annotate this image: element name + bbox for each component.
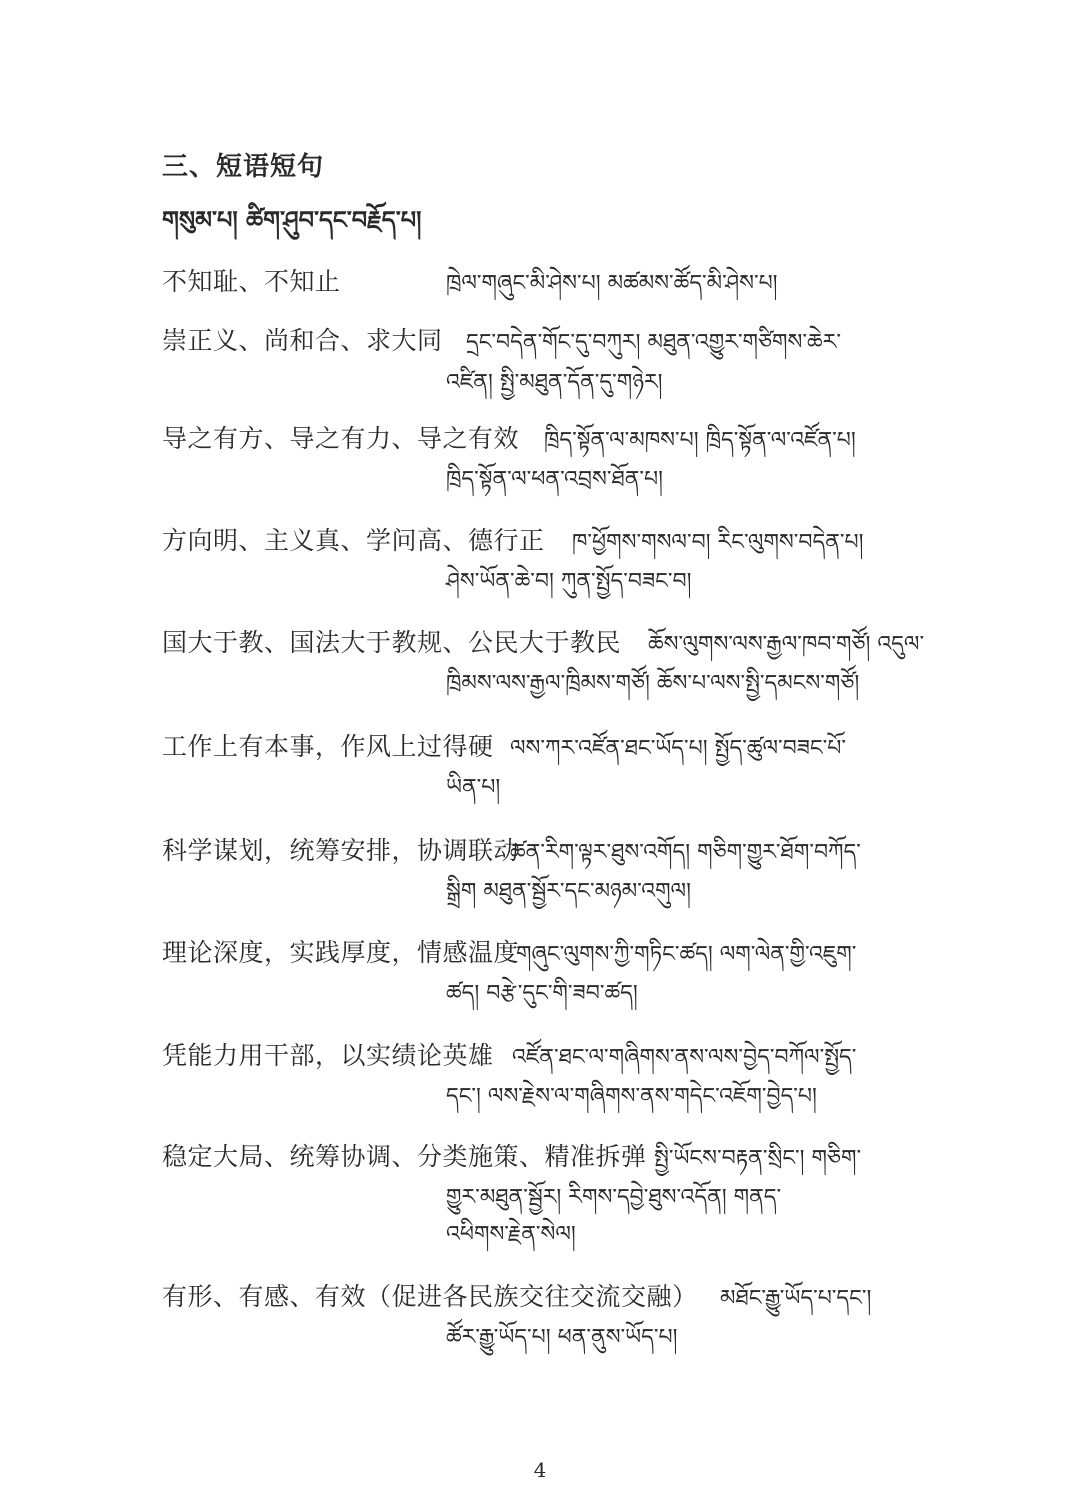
entry-tibetan: དྲང་བདེན་གོང་དུ་བཀུར། མཐུན་འགྱུར་གཙིགས་ཆེར་ [466, 330, 841, 355]
entry-tibetan: འཛོན་ཐང་ལ་གཞིགས་ནས་ལས་བྱེད་བཀོལ་སྤྱོད་ [512, 1045, 857, 1070]
entry-tibetan: ཚོར་རྒྱུ་ཡོད་པ། ཕན་ནུས་ཡོད་པ། [446, 1325, 678, 1350]
page-number: 4 [533, 1458, 547, 1482]
entry-tibetan: མཐོང་རྒྱུ་ཡོད་པ་དང་། [720, 1286, 872, 1311]
entry-tibetan: ཁྲིམས་ལས་རྒྱལ་ཁྲིམས་གཙོ། ཆོས་པ་ལས་སྤྱི་དམངས་གཙོ། [446, 671, 860, 696]
entry-tibetan: ཁྲིད་སྟོན་ལ་མཁས་པ། ཁྲིད་སྟོན་ལ་འཛོན་པ། [544, 428, 856, 453]
entry-chinese: 科学谋划，统筹安排，协调联动 [162, 836, 520, 865]
entry-tibetan: ཁྲེལ་གཞུང་མི་ཤེས་པ། མཚམས་ཚོད་མི་ཤེས་པ། [446, 271, 778, 296]
page-title: 三、短语短句 [162, 152, 325, 182]
entry-chinese: 稳定大局、统筹协调、分类施策、精准拆弹 [162, 1142, 647, 1171]
entry-tibetan: ཡིན་པ། [446, 775, 501, 800]
entry-chinese: 崇正义、尚和合、求大同 [162, 326, 443, 355]
entry-chinese: 工作上有本事，作风上过得硬 [162, 732, 494, 761]
entry-tibetan: ལས་ཀར་འཛོན་ཐང་ཡོད་པ། སྤྱོད་ཚུལ་བཟང་པོ་ [510, 736, 846, 761]
entry-chinese: 方向明、主义真、学问高、德行正 [162, 526, 545, 555]
entry-chinese: 国大于教、国法大于教规、公民大于教民 [162, 628, 622, 657]
page-subtitle-tibetan: གསུམ་པ། ཚིག་ཤུབ་དང་བརྗོད་པ། [162, 206, 422, 234]
entry-tibetan: འཕིགས་རྗེན་སེལ། [446, 1222, 576, 1247]
entry-tibetan: སྒྲིག མཐུན་སྦྱོར་དང་མཉམ་འགུལ། [446, 879, 691, 904]
entry-tibetan: གྱུར་མཐུན་སྦྱོར། རིགས་དབྱེ་ཐུས་འདོན། གནད་ [446, 1185, 782, 1210]
entry-tibetan: ཚད། བརྩེ་དུང་གི་ཟབ་ཚད། [446, 981, 638, 1006]
entry-chinese: 不知耻、不知止 [162, 267, 341, 296]
entry-tibetan: སྤྱི་ཡོངས་བརྟན་སྲིང་། གཅིག་ [654, 1146, 862, 1171]
entry-chinese: 导之有方、导之有力、导之有效 [162, 424, 520, 453]
entry-tibetan: དང་། ལས་རྗེས་ལ་གཞིགས་ནས་གདེང་འཇོག་བྱེད་པ། [446, 1084, 817, 1109]
entry-tibetan: ཚན་རིག་ལྟར་ཐུས་འགོད། གཅིག་གྱུར་ཐོག་བཀོད་ [510, 840, 861, 865]
entry-tibetan: ཤེས་ཡོན་ཆེ་བ། ཀུན་སྤྱོད་བཟང་བ། [446, 569, 692, 594]
entry-tibetan: ཆོས་ལུགས་ལས་རྒྱལ་ཁབ་གཙོ། འདུལ་ [648, 632, 925, 657]
entry-tibetan: ཁ་ཕྱོགས་གསལ་བ། རིང་ལུགས་བདེན་པ། [572, 530, 864, 555]
entry-chinese: 有形、有感、有效（促进各民族交往交流交融） [162, 1282, 698, 1311]
entry-tibetan: འཛིན། སྤྱི་མཐུན་དོན་དུ་གཉེར། [446, 370, 663, 395]
entry-chinese: 凭能力用干部，以实绩论英雄 [162, 1041, 494, 1070]
entry-tibetan: ཁྲིད་སྟོན་ལ་ཕན་འབྲས་ཐོན་པ། [446, 467, 664, 492]
entry-chinese: 理论深度，实践厚度，情感温度 [162, 938, 520, 967]
entry-tibetan: གཞུང་ལུགས་ཀྱི་གཏིང་ཚད། ལག་ལེན་གྱི་འཇུག་ [516, 942, 857, 967]
